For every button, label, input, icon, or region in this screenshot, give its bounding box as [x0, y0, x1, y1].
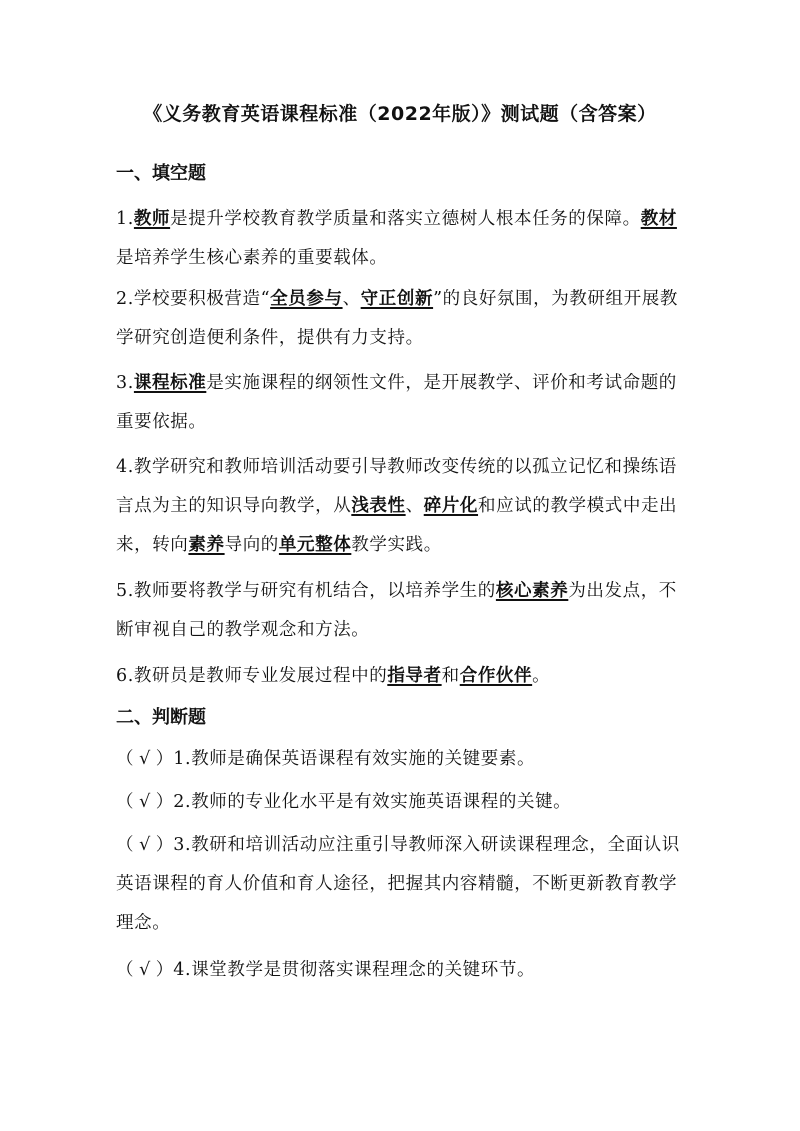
- question-number: 2.: [116, 289, 134, 309]
- check-mark: （ √ ）: [116, 792, 174, 812]
- item-text: 课堂教学是贯彻落实课程理念的关键环节。: [191, 960, 536, 980]
- check-mark: （ √ ）: [116, 835, 174, 855]
- judgment-item-3: [116, 826, 688, 943]
- item-number: 3.: [173, 835, 192, 855]
- item-number: 2.: [173, 792, 192, 812]
- question-number: 4.: [116, 457, 134, 477]
- question-text: 是培养学生核心素养的重要载体。: [116, 248, 388, 268]
- item-text: 教师是确保英语课程有效实施的关键要素。: [191, 749, 536, 769]
- question-number: 3.: [116, 373, 134, 393]
- answer-blank: 合作伙伴: [459, 666, 533, 686]
- answer-blank: 指导者: [387, 666, 442, 686]
- question-text: 是提升学校教育教学质量和落实立德树人根本任务的保障。: [170, 209, 641, 229]
- answer-blank: 全员参与: [270, 289, 343, 309]
- question-number: 5.: [116, 581, 134, 601]
- answer-blank: 核心素养: [495, 581, 569, 601]
- question-text: 教师要将教学与研究有机结合，以培养学生的: [133, 581, 496, 601]
- section-heading-fill-blank: 一、填空题: [116, 163, 206, 184]
- judgment-item-2: [116, 783, 688, 822]
- question-text: 学校要积极营造“: [133, 289, 271, 309]
- question-text: 教研员是教师专业发展过程中的: [133, 666, 388, 686]
- answer-blank: 浅表性: [351, 496, 406, 516]
- question-6: [116, 657, 688, 696]
- question-text: 。: [532, 666, 551, 686]
- answer-blank: 单元整体: [278, 535, 352, 555]
- question-text: 为出发点，不断审视自己的教学观念和方法。: [116, 581, 677, 640]
- question-text: 导向的: [224, 535, 279, 555]
- answer-blank: 守正创新: [360, 289, 434, 309]
- item-number: 4.: [173, 960, 192, 980]
- item-text: 教师的专业化水平是有效实施英语课程的关键。: [191, 792, 572, 812]
- document-title: 《义务教育英语课程标准（2022年版）》测试题（含答案）: [143, 103, 657, 125]
- check-mark: （ √ ）: [116, 749, 174, 769]
- question-text: 、: [405, 496, 424, 516]
- item-text: 教研和培训活动应注重引导教师深入研读课程理念，全面认识英语课程的育人价值和育人途径，把握其内容精髓，不断更新教育教学理念。: [116, 835, 680, 933]
- answer-blank: 课程标准: [133, 373, 207, 393]
- question-text: 和应试的教学模式中走出来，转向: [116, 496, 678, 555]
- question-4: [116, 448, 688, 565]
- question-text: 教学实践。: [351, 535, 442, 555]
- question-text: 和: [441, 666, 460, 686]
- question-2: [116, 280, 688, 358]
- item-number: 1.: [173, 749, 192, 769]
- question-number: 6.: [116, 666, 134, 686]
- answer-blank: 教师: [133, 209, 171, 229]
- question-5: [116, 572, 688, 650]
- answer-blank: 碎片化: [423, 496, 479, 516]
- section-heading-true-false: 二、判断题: [116, 707, 206, 728]
- question-text: 是实施课程的纲领性文件，是开展教学、评价和考试命题的重要依据。: [116, 373, 677, 432]
- question-3: [116, 364, 688, 442]
- question-text: ”的良好氛围，为教研组开展教学研究创造便利条件，提供有力支持。: [116, 289, 678, 348]
- question-text: 、: [342, 289, 361, 309]
- judgment-item-1: [116, 740, 688, 779]
- answer-blank: 素养: [188, 535, 225, 555]
- question-number: 1.: [116, 209, 134, 229]
- judgment-item-4: [116, 951, 688, 990]
- check-mark: （ √ ）: [116, 960, 174, 980]
- answer-blank: 教材: [640, 209, 677, 229]
- question-1: [116, 200, 688, 278]
- question-text: 教学研究和教师培训活动要引导教师改变传统的以孤立记忆和操练语言点为主的知识导向教学，从: [116, 457, 677, 516]
